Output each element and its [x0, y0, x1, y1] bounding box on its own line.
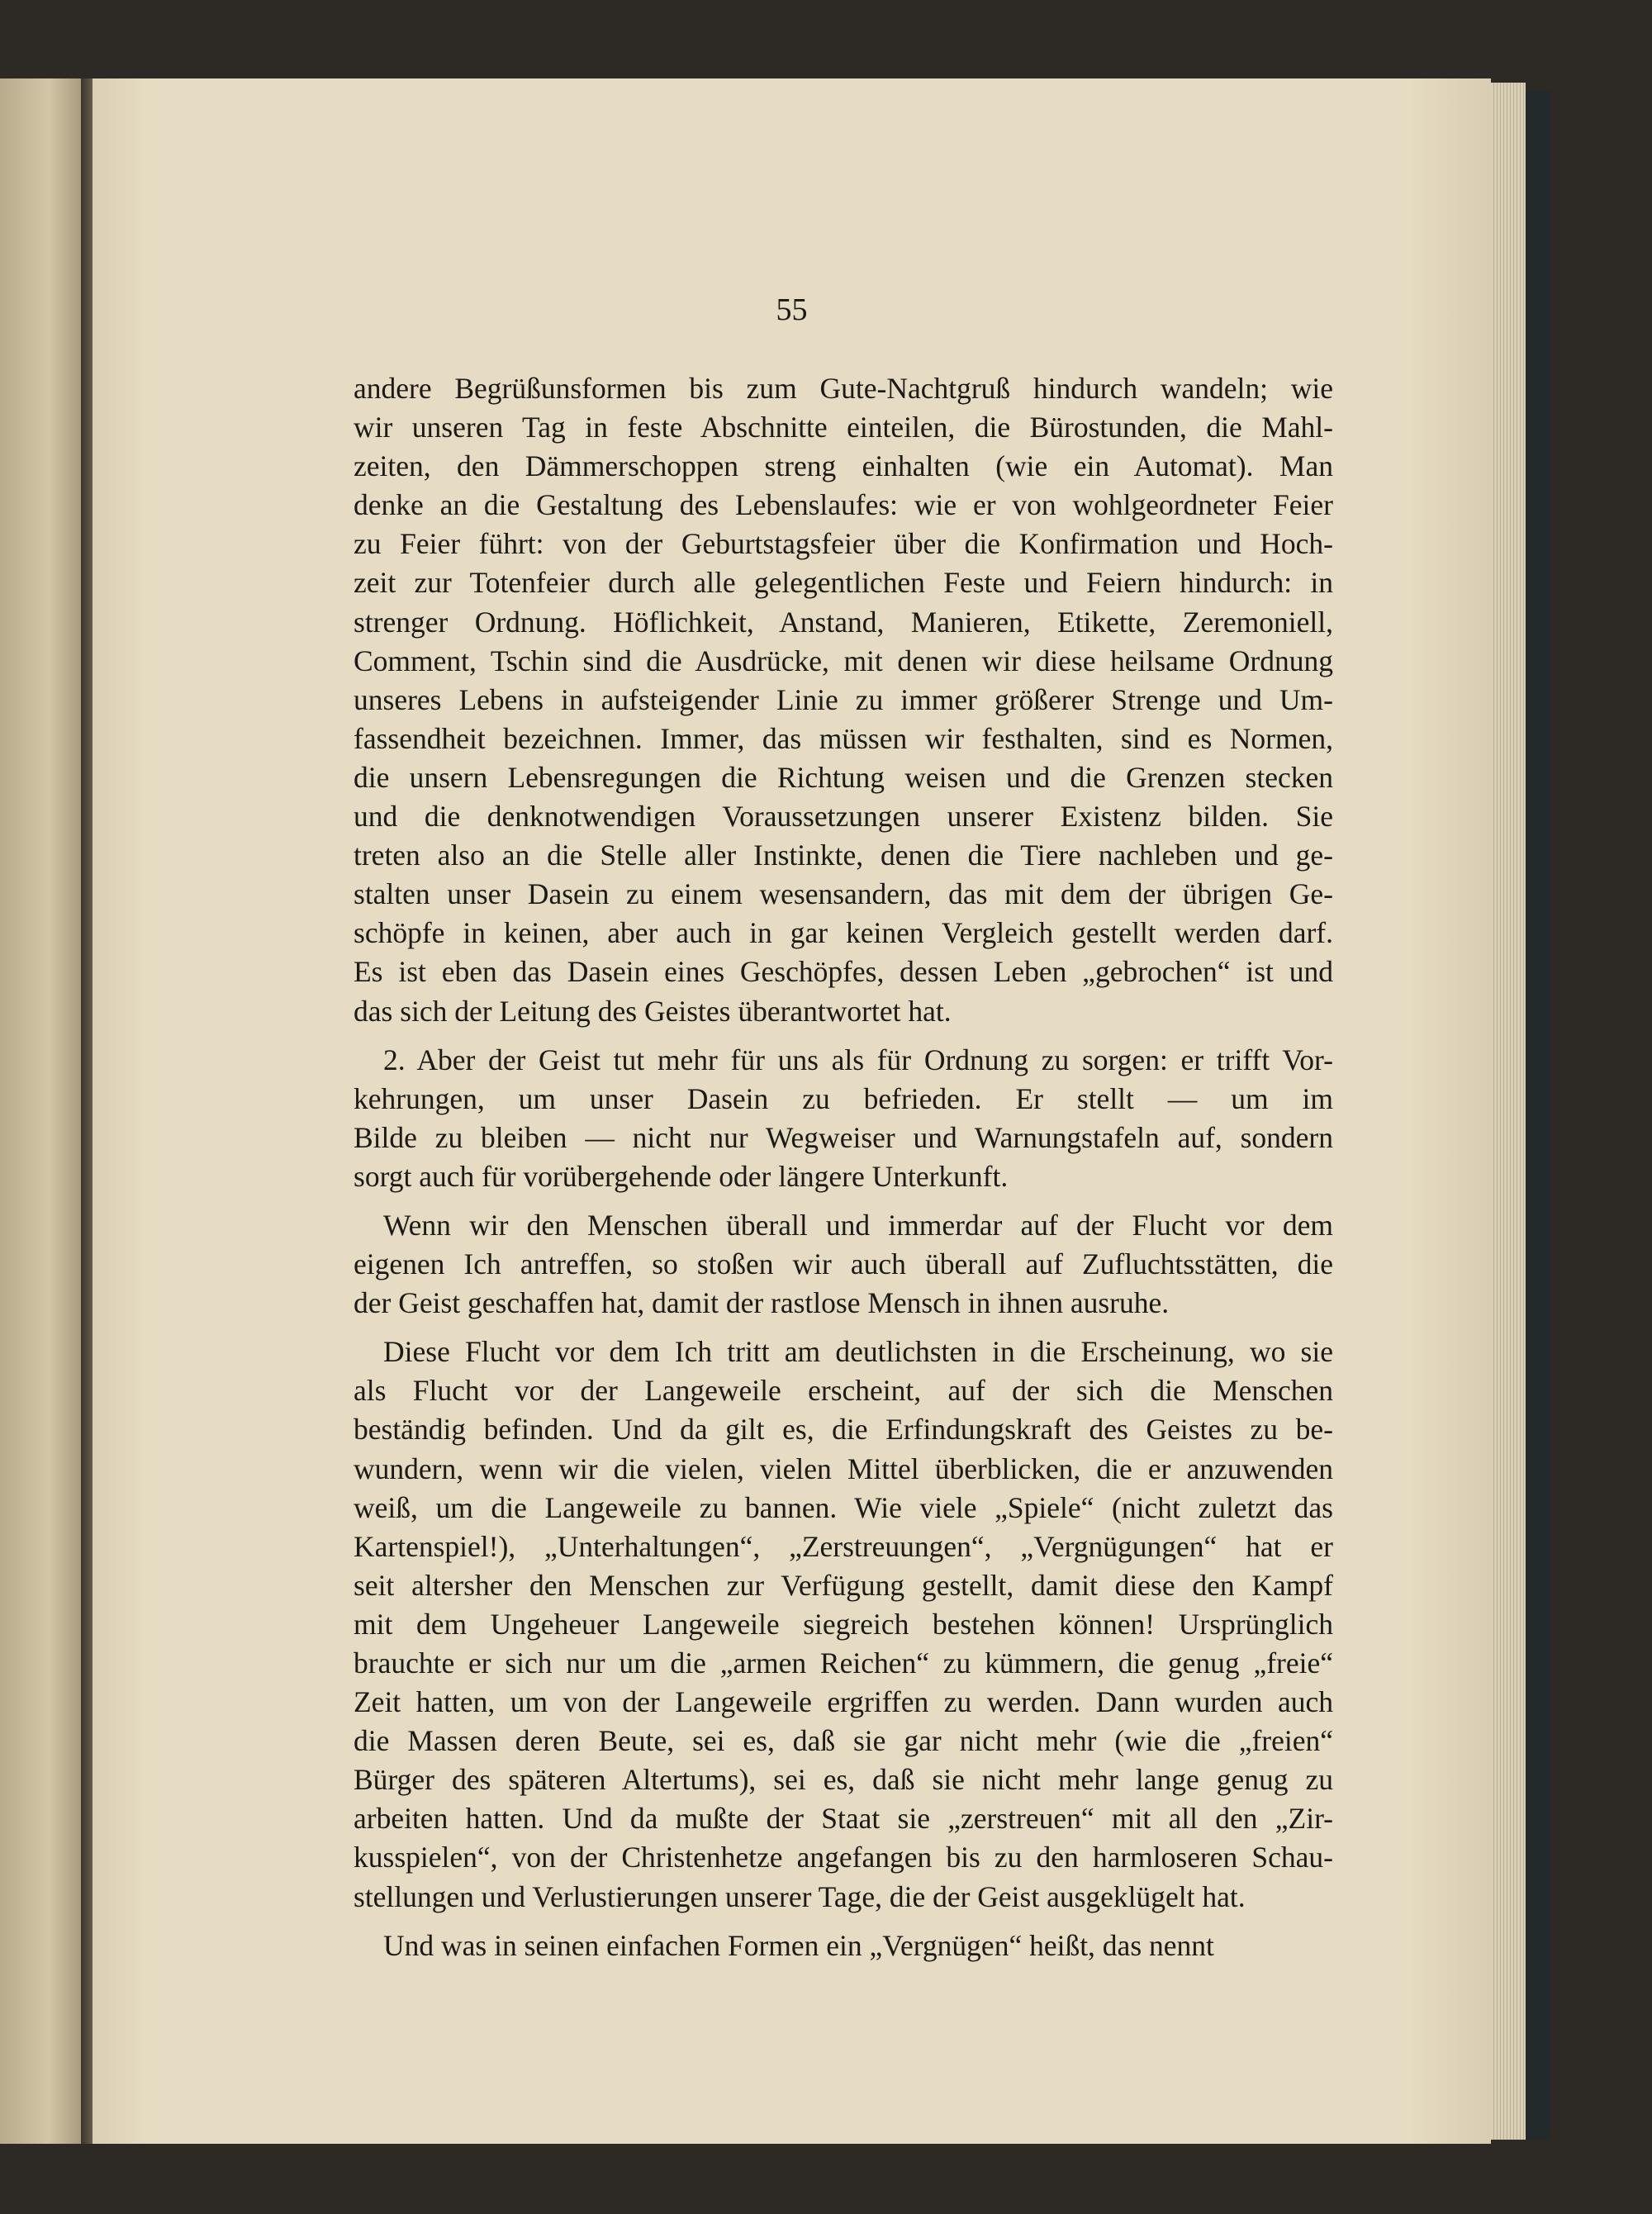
text-line: weiß, um die Langeweile zu bannen. Wie viele „Spiele“ (nicht zuletzt das [354, 1490, 1333, 1524]
left-page-edge [0, 78, 81, 2144]
text-line: stalten unser Dasein zu einem wesensandern, das mit dem der übrigen Ge- [354, 877, 1333, 911]
text-line: stellungen und Verlustierungen unserer Tage, die der Geist ausgeklügelt hat. [354, 1879, 1246, 1913]
text-line: schöpfe in keinen, aber auch in gar keinen Vergleich gestellt werden darf. [354, 916, 1333, 950]
text-line: Diese Flucht vor dem Ich tritt am deutlichsten in die Erscheinung, wo sie [383, 1335, 1333, 1369]
book-page [93, 78, 1491, 2144]
body-text [354, 369, 1333, 1965]
text-line: 2. Aber der Geist tut mehr für uns als für Ordnung zu sorgen: er trifft Vor- [383, 1043, 1333, 1076]
text-line: arbeiten hatten. Und da mußte der Staat sie „zerstreuen“ mit all den „Zir- [354, 1802, 1333, 1836]
paragraph-gap [354, 1196, 1333, 1206]
text-line: brauchte er sich nur um die „armen Reichen“ zu kümmern, die genug „freie“ [354, 1646, 1333, 1680]
text-line: Bürger des späteren Altertums), sei es, daß sie nicht mehr lange genug zu [354, 1763, 1333, 1797]
paragraph [354, 1927, 1333, 1965]
paragraph [354, 369, 1333, 1031]
text-line: denke an die Gestaltung des Lebenslaufes: wie er von wohlgeordneter Feier [354, 488, 1333, 522]
text-line: Es ist eben das Dasein eines Geschöpfes, dessen Leben „gebrochen“ ist und [354, 955, 1333, 989]
text-line: unseres Lebens in aufsteigender Linie zu immer größerer Strenge und Um- [354, 682, 1333, 716]
text-line: der Geist geschaffen hat, damit der rastlose Mensch in ihnen ausruhe. [354, 1286, 1170, 1320]
text-line: zeiten, den Dämmerschoppen streng einhalten (wie ein Automat). Man [354, 449, 1333, 483]
paragraph-gap [354, 1917, 1333, 1927]
paragraph [354, 1206, 1333, 1323]
paragraph [354, 1333, 1333, 1916]
text-line: seit altersher den Menschen zur Verfügung gestellt, damit diese den Kampf [354, 1568, 1333, 1602]
text-line: Comment, Tschin sind die Ausdrücke, mit denen wir diese heilsame Ordnung [354, 644, 1333, 677]
text-line: das sich der Leitung des Geistes überantwortet hat. [354, 994, 952, 1028]
paragraph-gap [354, 1323, 1333, 1333]
text-line: Kartenspiel!), „Unterhaltungen“, „Zerstreuungen“, „Vergnügungen“ hat er [354, 1529, 1333, 1563]
text-line: als Flucht vor der Langeweile erscheint, auf der sich die Menschen [354, 1374, 1333, 1408]
text-line: sorgt auch für vorübergehende oder längere Unterkunft. [354, 1159, 1009, 1193]
text-line: mit dem Ungeheuer Langeweile siegreich bestehen können! Ursprünglich [354, 1607, 1333, 1641]
text-line: kehrungen, um unser Dasein zu befrieden. Er stellt — um im [354, 1081, 1333, 1115]
text-line: und die denknotwendigen Voraussetzungen unserer Existenz bilden. Sie [354, 800, 1333, 834]
paragraph [354, 1041, 1333, 1196]
text-line: zu Feier führt: von der Geburtstagsfeier über die Konfirmation und Hoch- [354, 527, 1333, 561]
text-line: treten also an die Stelle aller Instinkte, denen die Tiere nachleben und ge- [354, 839, 1333, 872]
text-line: die Massen deren Beute, sei es, daß sie gar nicht mehr (wie die „freien“ [354, 1724, 1333, 1758]
text-line: wir unseren Tag in feste Abschnitte einteilen, die Bürostunden, die Mahl- [354, 411, 1333, 444]
text-line: eigenen Ich antreffen, so stoßen wir auch überall auf Zufluchtsstätten, die [354, 1247, 1333, 1281]
text-line: andere Begrüßunsformen bis zum Gute-Nachtgruß hindurch wandeln; wie [354, 372, 1333, 405]
text-line: die unsern Lebensregungen die Richtung weisen und die Grenzen stecken [354, 760, 1333, 794]
paragraph-gap [354, 1031, 1333, 1041]
page-edges [1491, 83, 1526, 2140]
text-line: Und was in seinen einfachen Formen ein „Vergnügen“ heißt, das nennt [383, 1928, 1214, 1962]
text-line: Bilde zu bleiben — nicht nur Wegweiser und Warnungstafeln auf, sondern [354, 1120, 1333, 1154]
text-line: zeit zur Totenfeier durch alle gelegentlichen Feste und Feiern hindurch: in [354, 566, 1333, 600]
text-line: strenger Ordnung. Höflichkeit, Anstand, Manieren, Etikette, Zeremoniell, [354, 605, 1333, 639]
text-line: beständig befinden. Und da gilt es, die Erfindungskraft des Geistes zu be- [354, 1413, 1333, 1447]
text-line: fassendheit bezeichnen. Immer, das müssen wir festhalten, sind es Normen, [354, 721, 1333, 755]
book-cover-edge [1526, 91, 1550, 2140]
page-number: 55 [776, 292, 808, 327]
text-line: wundern, wenn wir die vielen, vielen Mittel überblicken, die er anzuwenden [354, 1451, 1333, 1485]
text-line: Wenn wir den Menschen überall und immerdar auf der Flucht vor dem [383, 1208, 1333, 1242]
text-line: kusspielen“, von der Christenhetze angefangen bis zu den harmloseren Schau- [354, 1841, 1333, 1874]
text-line: Zeit hatten, um von der Langeweile ergriffen zu werden. Dann wurden auch [354, 1685, 1333, 1719]
